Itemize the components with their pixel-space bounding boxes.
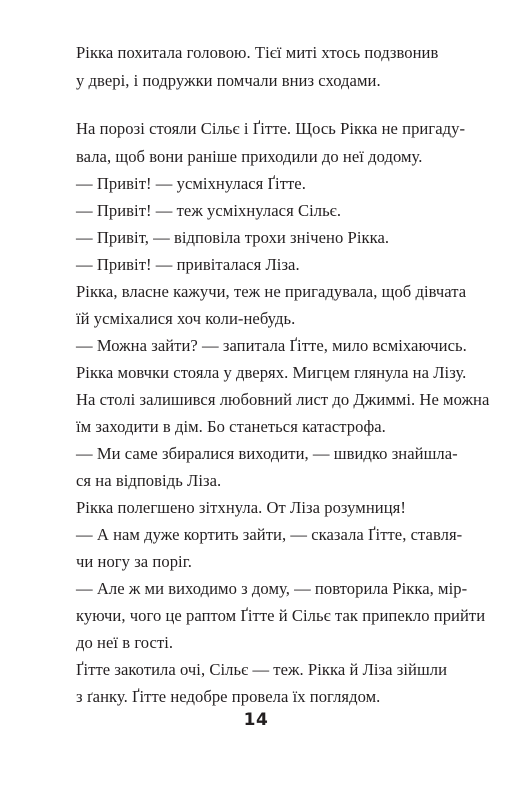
text-line: Рікка мовчки стояла у дверях. Мигцем глянула на Лізу. bbox=[76, 363, 467, 382]
text-line: з ґанку. Ґітте недобре провела їх поглядом. bbox=[76, 687, 381, 706]
page-number: 14 bbox=[243, 710, 269, 730]
text-line: — Але ж ми виходимо з дому, — повторила Рікка, мір- bbox=[76, 579, 468, 598]
text-line: — А нам дуже кортить зайти, — сказала Ґітте, ставля- bbox=[76, 525, 463, 544]
text-line: — Привіт! — усміхнулася Ґітте. bbox=[76, 174, 306, 193]
text-line: — Привіт! — привіталася Ліза. bbox=[76, 255, 300, 274]
text-line: На столі залишився любовний лист до Джиммі. Не можна bbox=[76, 390, 490, 409]
text-line: куючи, чого це раптом Ґітте й Сільє так припекло прийти bbox=[76, 606, 486, 625]
text-line: Ґітте закотила очі, Сільє — теж. Рікка й Ліза зійшли bbox=[76, 660, 448, 679]
text-line: Рікка полегшено зітхнула. От Ліза розумниця! bbox=[76, 498, 406, 517]
text-line: — Ми саме збиралися виходити, — швидко знайшла- bbox=[76, 444, 458, 463]
text-line: їй усміхалися хоч коли-небудь. bbox=[76, 309, 296, 328]
text-line: до неї в гості. bbox=[76, 633, 174, 652]
text-line: Рікка похитала головою. Тієї миті хтось подзвонив bbox=[76, 43, 439, 62]
text-line: — Можна зайти? — запитала Ґітте, мило всміхаючись. bbox=[76, 336, 467, 355]
text-line: ся на відповідь Ліза. bbox=[76, 471, 222, 490]
text-line: — Привіт! — теж усміхнулася Сільє. bbox=[76, 201, 342, 220]
text-line: вала, щоб вони раніше приходили до неї додому. bbox=[76, 147, 423, 166]
text-line: їм заходити в дім. Бо станеться катастрофа. bbox=[76, 417, 386, 436]
text-line: На порозі стояли Сільє і Ґітте. Щось Рікка не пригаду- bbox=[76, 119, 466, 138]
text-line: у двері, і подружки помчали вниз сходами. bbox=[76, 71, 381, 90]
text-line: — Привіт, — відповіла трохи знічено Рікка. bbox=[76, 228, 390, 247]
text-line: Рікка, власне кажучи, теж не пригадувала, щоб дівчата bbox=[76, 282, 467, 301]
text-line: чи ногу за поріг. bbox=[76, 552, 192, 571]
